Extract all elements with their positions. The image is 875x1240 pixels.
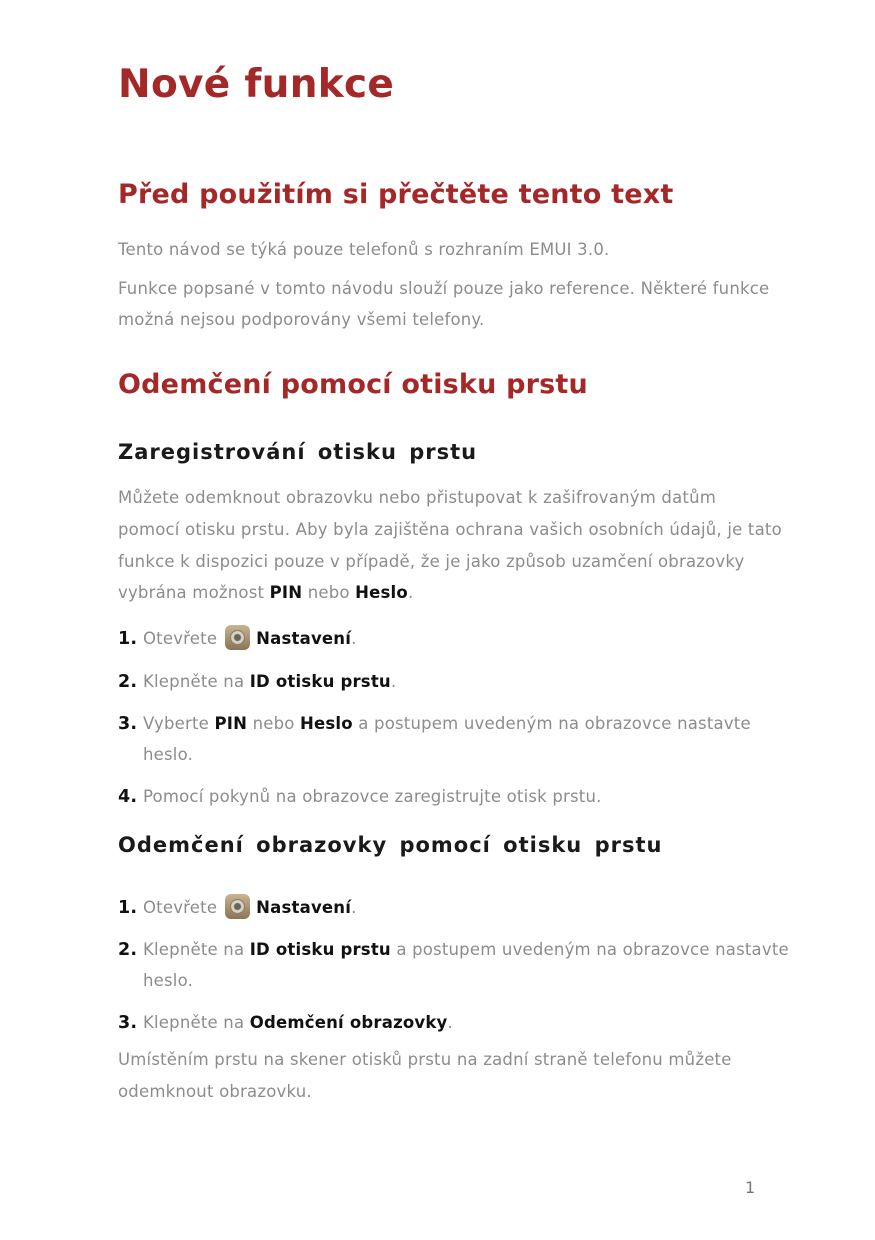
pin-term: PIN	[269, 583, 303, 602]
step-continuation: heslo.	[143, 745, 194, 764]
step-number: 2.	[118, 940, 138, 960]
paragraph-reference-line2: možná nejsou podporovány všemi telefony.	[118, 310, 485, 329]
step-continuation: heslo.	[143, 971, 194, 990]
step-number: 3.	[118, 714, 138, 734]
settings-gear-icon	[225, 894, 250, 919]
intro-line1: Můžete odemknout obrazovku nebo přistupovat k zašifrovaným datům	[118, 488, 717, 507]
settings-term: Nastavení	[256, 629, 352, 648]
step-number: 3.	[118, 1013, 138, 1033]
password-term: Heslo	[355, 583, 408, 602]
paragraph-reference-line1: Funkce popsané v tomto návodu slouží pouze jako reference. Některé funkce	[118, 279, 770, 298]
settings-gear-icon	[225, 625, 250, 650]
screen-unlock-term: Odemčení obrazovky	[249, 1013, 448, 1032]
page-number: 1	[745, 1178, 756, 1197]
step-number: 4.	[118, 787, 138, 807]
fingerprint-id-term: ID otisku prstu	[249, 672, 391, 691]
step-item: 3. Vyberte PIN nebo Heslo a postupem uvedeným na obrazovce nastavte	[118, 708, 751, 740]
subheading-register-fingerprint: Zaregistrování otisku prstu	[118, 440, 478, 464]
settings-term: Nastavení	[256, 898, 352, 917]
step-item: 4. Pomocí pokynů na obrazovce zaregistrujte otisk prstu.	[118, 781, 602, 813]
section-heading-before-use: Před použitím si přečtěte tento text	[118, 179, 674, 210]
paragraph-emui-scope: Tento návod se týká pouze telefonů s rozhraním EMUI 3.0.	[118, 240, 610, 259]
step-item: 2. Klepněte na ID otisku prstu.	[118, 666, 396, 698]
intro-line2: pomocí otisku prstu. Aby byla zajištěna ochrana vašich osobních údajů, je tato	[118, 520, 782, 539]
outro-line1: Umístěním prstu na skener otisků prstu na zadní straně telefonu můžete	[118, 1050, 732, 1069]
step-item: 1. Otevřete Nastavení.	[118, 892, 357, 924]
step-number: 1.	[118, 898, 138, 918]
password-term: Heslo	[300, 714, 353, 733]
intro-line3: funkce k dispozici pouze v případě, že je jako způsob uzamčení obrazovky	[118, 552, 745, 571]
subheading-unlock-screen: Odemčení obrazovky pomocí otisku prstu	[118, 833, 663, 857]
step-item: 1. Otevřete Nastavení.	[118, 623, 357, 655]
step-number: 1.	[118, 629, 138, 649]
page-title: Nové funkce	[118, 62, 395, 107]
fingerprint-id-term: ID otisku prstu	[249, 940, 391, 959]
pin-term: PIN	[214, 714, 248, 733]
step-item: 3. Klepněte na Odemčení obrazovky.	[118, 1007, 453, 1039]
outro-line2: odemknout obrazovku.	[118, 1082, 312, 1101]
step-item: 2. Klepněte na ID otisku prstu a postupem uvedeným na obrazovce nastavte	[118, 934, 789, 966]
step-number: 2.	[118, 672, 138, 692]
intro-line4: vybrána možnost PIN nebo Heslo.	[118, 583, 414, 602]
section-heading-fingerprint-unlock: Odemčení pomocí otisku prstu	[118, 369, 588, 400]
